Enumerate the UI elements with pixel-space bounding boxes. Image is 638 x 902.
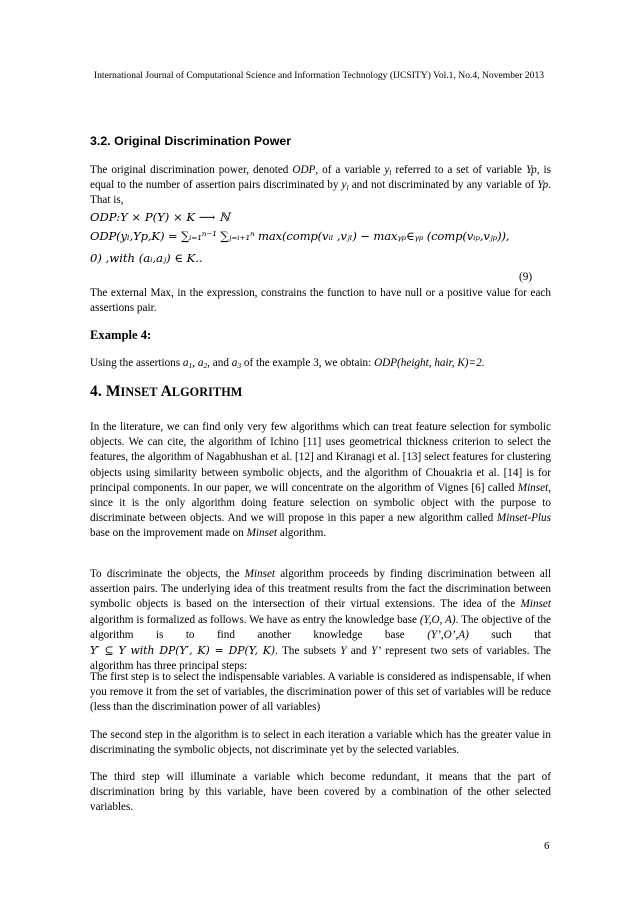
section-heading-3-2: 3.2. Original Discrimination Power <box>90 134 292 148</box>
formula-odp-definition: ODP(yₗ,Yp,K) = ∑ᵢ₌₁ⁿ⁻¹ ∑ⱼ₌ᵢ₊₁ⁿ max(comp(vᵢₗ ,vⱼₗ) − maxᵧₚ∈ᵧₚ (comp(vᵢₚ,vⱼₚ)), <box>90 229 510 243</box>
external-max-paragraph: The external Max, in the expression, constrains the function to have null or a positive value for each assertions pair. <box>90 287 551 315</box>
third-step-paragraph: The third step will illuminate a variable which become redundant, it means that the part of discrimination bring by this variable, have been covered by a combination of the other selected variables. <box>90 771 551 814</box>
minset-description-paragraph: To discriminate the objects, the Minset algorithm proceeds by finding discrimination between all assertion pairs. The underlying idea of this treatment results from the fact the discrimination between symbolic objects is based on the intersection of their virtual extensions. The idea of the Minset algorithm is formalized as follows. We have as entry the knowledge base (Y,O, A). The objective of the algorithm is to find another knowledge base (Y’,O’,A) such that Y′ ⊆ Y with DP(Y′, K) = DP(Y, K). The subsets Y and Y’ represent two sets of variables. The algorithm has three principal steps: <box>90 568 552 673</box>
example-4-heading: Example 4: <box>90 328 152 342</box>
running-header: International Journal of Computational Science and Information Technology (IJCSITY) Vol.1, No.4, November 2013 <box>93 70 545 81</box>
formula-odp-condition: 0) ,with (aᵢ,aⱼ) ∈ K.. <box>90 251 203 265</box>
subset-formula: Y′ ⊆ Y with DP(Y′, K) = DP(Y, K) <box>90 644 276 658</box>
odp-definition-paragraph: The original discrimination power, denoted ODP, of a variable $y_l$ referred to a set of variable Yp, is equal to the number of assertion pairs discriminated by $y_l$ and not discriminated by any variable of Yp. That is, <box>90 164 551 207</box>
section-heading-4: 4. MINSET ALGORITHM <box>90 383 243 400</box>
example-4-text: Using the assertions $a_1$, $a_2$, and $a_3$ of the example 3, we obtain: ODP(height, hair, K)=2. <box>90 357 485 370</box>
second-step-paragraph: The second step in the algorithm is to select in each iteration a variable which has the greater value in discriminating the symbolic objects, not discriminate yet by the selected variables. <box>90 729 551 757</box>
literature-paragraph: In the literature, we can find only very few algorithms which can treat feature selection for symbolic objects. We can cite, the algorithm of Ichino [11] uses geometrical thickness criterion to select the features, the algorithm of Nagabhushan et al. [12] and Kiranagi et al. [13] select features for clustering objects using similarity between symbolic objects, and the algorithm of Chouakria et al. [14] is for principal components. In our paper, we will concentrate on the algorithm of Vignes [6] called Minset, since it is the only algorithm doing feature selection on symbolic object with the purpose to discriminate between objects. And we will propose in this paper a new algorithm called Minset-Plus base on the improvement made on Minset algorithm. <box>90 421 551 540</box>
equation-number: (9) <box>519 271 533 283</box>
first-step-paragraph: The first step is to select the indispensable variables. A variable is considered as indispensable, if when you remove it from the set of variables, the discrimination power of this set of variables will be reduce (less than the discrimination power of all variables) <box>90 671 551 714</box>
page-number: 6 <box>544 840 550 852</box>
formula-odp-mapping: ODP:Y × P(Y) × K ⟶ ℕ <box>90 210 230 224</box>
